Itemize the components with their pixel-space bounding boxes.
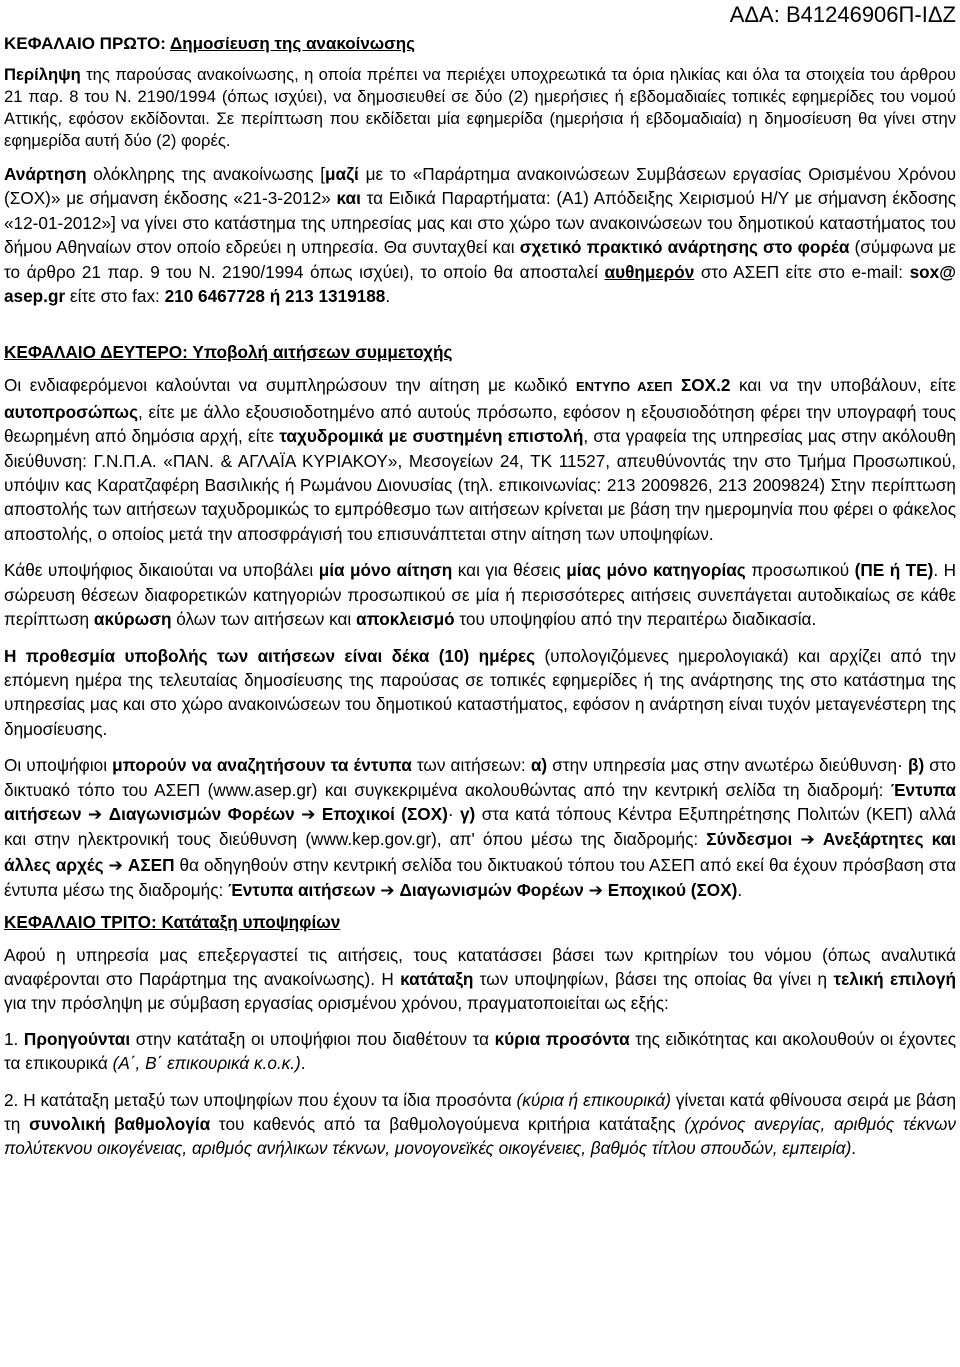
document-page bbox=[4, 0, 956, 1160]
page-header bbox=[4, 0, 956, 64]
chapter-2-heading: ΚΕΦΑΛΑΙΟ ΔΕΥΤΕΡΟ: Υποβολή αιτήσεων συμμετοχής bbox=[4, 342, 453, 363]
ch2-paragraph-4: Οι υποψήφιοι μπορούν να αναζητήσουν τα έντυπα των αιτήσεων: α) στην υπηρεσία μας στην ανωτέρω διεύθυνση· β) στο δικτυακό τόπο του ΑΣΕΠ (www.asep.gr) και συγκεκριμένα ακολουθώντας από την κεντρική σελίδα τη διαδρομή: Έντυπα αιτήσεων ➔ Διαγωνισμών Φορέων ➔ Εποχικοί (ΣΟΧ)· γ) στα κατά τόπους Κέντρα Εξυπηρέτησης Πολιτών (ΚΕΠ) αλλά και στην ηλεκτρονική τους διεύθυνση (www.kep.gov.gr), απ' όπου μέσω της διαδρομής: Σύνδεσμοι ➔ Ανεξάρτητες και άλλες αρχές ➔ ΑΣΕΠ θα οδηγηθούν στην κεντρική σελίδα του δικτυακού τόπου του ΑΣΕΠ από εκεί θα έχουν πρόσβαση στα έντυπα μέσω της διαδρομής: Έντυπα αιτήσεων ➔ Διαγωνισμών Φορέων ➔ Εποχικού (ΣΟΧ). bbox=[4, 755, 957, 902]
ch3-list-item-1: 1. Προηγούνται στην κατάταξη οι υποψήφιοι που διαθέτουν τα κύρια προσόντα της ειδικότητας και ακολουθούν οι έχοντες τα επικουρικά (Α΄, Β΄ επικουρικά κ.ο.κ.). bbox=[4, 1029, 957, 1074]
ch1-paragraph-1: Περίληψη της παρούσας ανακοίνωσης, η οποία πρέπει να περιέχει υποχρεωτικά τα όρια ηλικίας και όλα τα στοιχεία του άρθρου 21 παρ. 8 του Ν. 2190/1994 (όπως ισχύει), να δημοσιευθεί σε δύο (2) ημερήσιες ή εβδομαδιαίες τοπικές εφημερίδες του νομού Αττικής, εφόσον εκδίδονται. Σε περίπτωση που εκδίδεται μία εφημερίδα (ημερήσια ή εβδομαδιαία) η δημοσίευση θα γίνει στην εφημερίδα αυτή δύο (2) φορές. bbox=[4, 65, 956, 150]
ch1-paragraph-2: Ανάρτηση ολόκληρης της ανακοίνωσης [μαζί με το «Παράρτημα ανακοινώσεων Συμβάσεων εργασίας Ορισμένου Χρόνου (ΣΟΧ)» με σήμανση έκδοσης «21-3-2012» και τα Ειδικά Παραρτήματα: (Α1) Απόδειξης Χειρισμού Η/Υ με σήμανση έκδοσης «12-01-2012»] να γίνει στο κατάστημα της υπηρεσίας μας και στο χώρο των ανακοινώσεων του δημοτικού καταστήματος του δήμου Αθηναίων στον οποίο εδρεύει η υπηρεσία. Θα συνταχθεί και σχετικό πρακτικό ανάρτησης στο φορέα (σύμφωνα με το άρθρο 21 παρ. 9 του Ν. 2190/1994 όπως ισχύει), το οποίο θα αποσταλεί αυθημερόν στο ΑΣΕΠ είτε στο e-mail: sox@ asep.gr είτε στο fax: 210 6467728 ή 213 1319188. bbox=[4, 164, 956, 307]
ch2-paragraph-2: Κάθε υποψήφιος δικαιούται να υποβάλει μία μόνο αίτηση και για θέσεις μίας μόνο κατηγορίας προσωπικού (ΠΕ ή ΤΕ). Η σώρευση θέσεων διαφορετικών κατηγοριών προσωπικού σε μία ή περισσότερες αιτήσεις συνεπάγεται αυτοδικαίως σε κάθε περίπτωση ακύρωση όλων των αιτήσεων και αποκλεισμό του υποψηφίου από την περαιτέρω διαδικασία. bbox=[4, 560, 957, 630]
ch2-paragraph-1: Οι ενδιαφερόμενοι καλούνται να συμπληρώσουν την αίτηση με κωδικό ΕΝΤΥΠΟ ΑΣΕΠ ΣΟΧ.2 και να την υποβάλουν, είτε αυτοπροσώπως, είτε με άλλο εξουσιοδοτημένο από αυτούς πρόσωπο, εφόσον η εξουσιοδότηση φέρει την υπογραφή τους θεωρημένη από δημόσια αρχή, είτε ταχυδρομικά με συστημένη επιστολή, στα γραφεία της υπηρεσίας μας στην ακόλουθη διεύθυνση: Γ.Ν.Π.Α. «ΠΑΝ. & ΑΓΛΑΪΑ ΚΥΡΙΑΚΟΥ», Μεσογείων 24, ΤΚ 11527, απευθύνοντάς την στο Τμήμα Προσωπικού, υπόψιν κας Καρατζαφέρη Βασιλικής ή Ρωμάνου Διονυσίας (τηλ. επικοινωνίας: 213 2009826, 213 2009824) Στην περίπτωση αποστολής των αιτήσεων ταχυδρομικώς το εμπρόθεσμο των αιτήσεων κρίνεται με βάση την ημερομηνία που φέρει ο φάκελος αποστολής, ο οποίος μετά την αποσφράγισή του επισυνάπτεται στην αίτηση των υποψηφίων. bbox=[4, 375, 956, 544]
arrow-right-icon: ➔ bbox=[301, 804, 316, 825]
arrow-right-icon: ➔ bbox=[380, 881, 395, 902]
chapter-1-heading: ΚΕΦΑΛΑΙΟ ΠΡΩΤΟ: Δημοσίευση της ανακοίνωσης bbox=[4, 34, 416, 53]
arrow-right-icon: ➔ bbox=[108, 855, 123, 876]
chapter-1-title: Δημοσίευση της ανακοίνωσης bbox=[169, 34, 416, 53]
ch3-list-item-2: 2. Η κατάταξη μεταξύ των υποψηφίων που έχουν τα ίδια προσόντα (κύρια ή επικουρικά) γίνεται κατά φθίνουσα σειρά με βάση τη συνολική βαθμολογία του καθενός από τα βαθμολογούμενα κριτήρια κατάταξης (χρόνος ανεργίας, αριθμός τέκνων πολύτεκνου οικογένειας, αριθμός ανήλικων τέκνων, μονογονεϊκές οικογένειες, βαθμός τίτλου σπουδών, εμπειρία). bbox=[4, 1089, 957, 1158]
chapter-3-heading: ΚΕΦΑΛΑΙΟ ΤΡΙΤΟ: Κατάταξη υποψηφίων bbox=[4, 911, 341, 932]
ada-code: ΑΔΑ: Β41246906Π-ΙΔΖ bbox=[729, 2, 956, 27]
arrow-right-icon: ➔ bbox=[588, 881, 603, 902]
arrow-right-icon: ➔ bbox=[87, 804, 103, 825]
ch2-paragraph-3: Η προθεσμία υποβολής των αιτήσεων είναι δέκα (10) ημέρες (υπολογιζόμενες ημερολογιακά) και αρχίζει από την επόμενη ημέρα της τελευταίας δημοσίευσης της παρούσας σε τοπικές εφημερίδες ή της ανάρτησης της στο κατάστημα της υπηρεσίας μας και στο χώρο ανακοινώσεων του δημοτικού καταστήματος, εφόσον η ανάρτηση είναι τυχόν μεταγενέστερη της δημοσίευσης. bbox=[4, 645, 956, 739]
arrow-right-icon: ➔ bbox=[800, 830, 815, 851]
ch3-paragraph-1: Αφού η υπηρεσία μας επεξεργαστεί τις αιτήσεις, τους κατατάσσει βάσει των κριτηρίων του νόμου (όπως αναλυτικά αναφέρονται στο Παράρτημα της ανακοίνωσης). Η κατάταξη των υποψηφίων, βάσει της οποίας θα γίνει η τελική επιλογή για την πρόσληψη με σύμβαση εργασίας ορισμένου χρόνου, πραγματοποιείται ως εξής: bbox=[4, 944, 956, 1013]
